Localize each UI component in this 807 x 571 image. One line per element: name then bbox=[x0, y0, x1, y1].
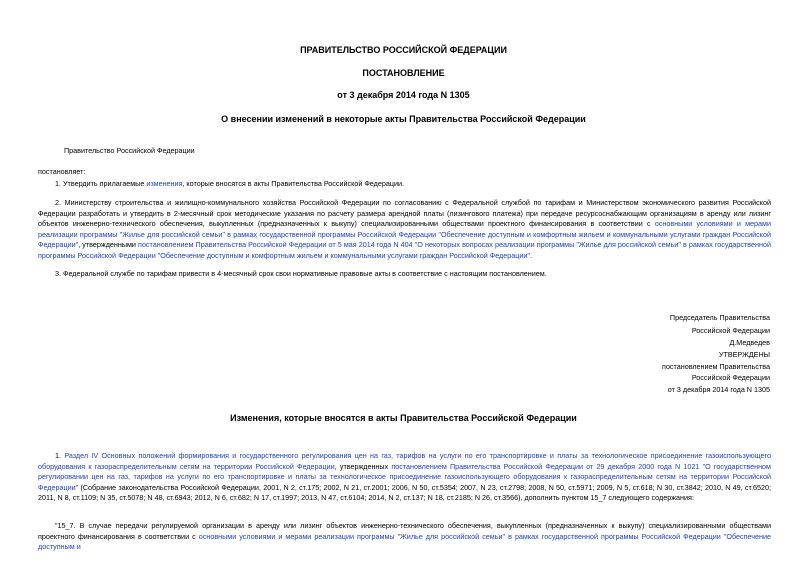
link-resolution-1021[interactable]: постановлением Правительства Российской Федерации от 29 декабря 2000 года N 1021 "О государственном регулировании цен на газ, тарифов на услуги по его транспортировке и платы за технологическое присоединение газоиспользующего оборудования к газораспределительным сетям на территории Российской Федерации" bbox=[38, 461, 772, 492]
approved-date: от 3 декабря 2014 года N 1305 bbox=[667, 384, 770, 394]
change-item-1: 1. Раздел IV Основных положений формирования и государственного регулирования цен на газ, тарифов на услуги по его транспортировке и платы за технологическое присоединение газоиспользующего оборудования к газораспределительным сетям на территории Российской Федерации, утвержденных постановлением Правительства Российской Федерации от 29 декабря 2000 года N 1021 "О государственном регулировании цен на газ, тарифов на услуги по его транспортировке и платы за технологическое присоединение газоиспользующего оборудования к газораспределительным сетям на территории Российской Федерации" (Собрание законодательства Российской Федерации, 2001, N 2, ст.175; 2002, N 21, ст.2001; 2006, N 50, ст.5354; 2007, N 23, ст.2798; 2008, N 50, ст.5971; 2009, N 5, ст.618; N 30, ст.3842; 2010, N 49, ст.6520; 2011, N 8, ст.1109; N 35, ст.5078; N 48, ст.6943; 2012, N 6, ст.682; N 17, ст.1997; 2013, N 47, ст.6104; 2014, N 2, ст.137; N 18, ст.2185; N 26, ст.3566), дополнить пунктом 15_7 следующего содержания: bbox=[38, 451, 772, 503]
change-item-2: "15_7. В случае передачи регулируемой организации в аренду или лизинг объектов инженерно-технического обеспечения, выкупленных (предназначенных к выкупу) специализированными обществами проектного финансирования в соответствии с основными условиями и мерами реализации программы "Жилье для российской семьи" в рамках государственной программы Российской Федерации "Обеспечение доступным и bbox=[38, 521, 771, 552]
paragraph-2: 2. Министерству строительства и жилищно-коммунального хозяйства Российской Федерации по согласованию с Федеральной службой по тарифам и Министерством экономического развития Российской Федерации разработать и утвердить в 2-месячный срок методические указания по расчету размера арендной платы (лизингового платежа) при передаче ресурсоснабжающим организациям в аренду или лизинг объектов инженерно-технического обеспечения, выкупленных (предназначенных к выкупу) специализированными обществами проектного финансирования в соответствии с основными условиями и мерами реализации программы "Жилье для российской семьи" в рамках государственной программы Российской Федерации "Обеспечение доступным и комфортным жильем и коммунальными услугами граждан Российской Федерации", утвержденными постановлением Правительства Российской Федерации от 5 мая 2014 года N 404 "О некоторых вопросах реализации программы "Жилье для российской семьи" в рамках государственной программы Российской Федерации "Обеспечение доступным и комфортным жильем и коммунальными услугами граждан Российской Федерации". bbox=[38, 198, 771, 260]
changes-title: Изменения, которые вносятся в акты Правительства Российской Федерации bbox=[230, 413, 577, 423]
resolves-label: постановляет: bbox=[38, 167, 86, 176]
document-title: О внесении изменений в некоторые акты Правительства Российской Федерации bbox=[221, 114, 586, 124]
link-resolution-404[interactable]: постановлением Правительства Российской Федерации от 5 мая 2014 года N 404 "О некоторых вопросах реализации программы "Жилье для российской семьи" в рамках государственной программы Российской Федерации "Обеспечение доступным и комфортным жильем и коммунальными услугами граждан Российской Федерации" bbox=[38, 240, 771, 260]
link-program-conditions[interactable]: основными условиями и мерами реализации программы "Жилье для российской семьи" в рамках государственной программы Российской Федерации "Обеспечение доступным и комфортным жильем и коммунальными услугами граждан Российской Федерации" bbox=[38, 219, 771, 250]
link-program-conditions-2[interactable]: основными условиями и мерами реализации программы "Жилье для российской семьи" в рамках государственной программы Российской Федерации "Обеспечение доступным и bbox=[38, 531, 771, 552]
government-name: Правительство Российской Федерации bbox=[64, 146, 195, 155]
government-heading: ПРАВИТЕЛЬСТВО РОССИЙСКОЙ ФЕДЕРАЦИИ bbox=[300, 45, 507, 55]
signature-country: Российской Федерации bbox=[691, 325, 770, 335]
link-changes[interactable]: изменения bbox=[146, 179, 183, 188]
document-date-number: от 3 декабря 2014 года N 1305 bbox=[337, 90, 470, 100]
approved-by: постановлением Правительства bbox=[662, 361, 770, 371]
approved-country: Российской Федерации bbox=[691, 373, 770, 383]
link-section-iv[interactable]: Раздел IV Основных положений формирования и государственного регулирования цен на газ, тарифов на услуги по его транспортировке и платы за технологическое присоединение газоиспользующего оборудования к газораспределительным сетям на территории Российской Федерации bbox=[38, 451, 771, 471]
signature-name: Д.Медведев bbox=[729, 338, 770, 348]
approved-label: УТВЕРЖДЕНЫ bbox=[718, 350, 770, 359]
paragraph-1: 1. Утвердить прилагаемые изменения, которые вносятся в акты Правительства Российской Федерации. bbox=[55, 179, 404, 188]
document-type: ПОСТАНОВЛЕНИЕ bbox=[362, 68, 445, 78]
signature-title: Председатель Правительства bbox=[669, 313, 770, 322]
paragraph-3: 3. Федеральной службе по тарифам привести в 4-месячный срок свои нормативные правовые акты в соответствие с настоящим постановлением. bbox=[55, 269, 547, 278]
approved-block bbox=[550, 350, 770, 395]
signature-block bbox=[550, 313, 770, 349]
